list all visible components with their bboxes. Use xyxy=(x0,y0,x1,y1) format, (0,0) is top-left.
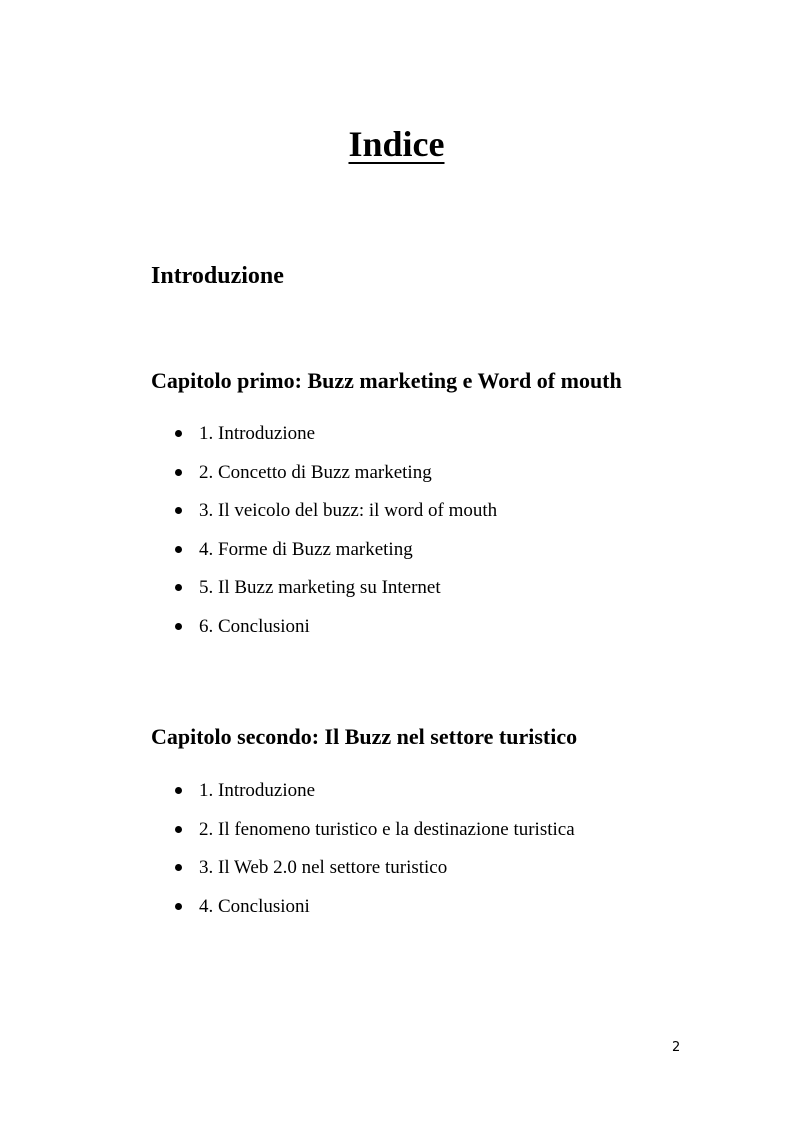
toc-item-label: 3. Il Web 2.0 nel settore turistico xyxy=(199,857,448,878)
toc-list-item xyxy=(175,575,497,614)
chapter-2-heading: Capitolo secondo: Il Buzz nel settore turistico xyxy=(151,724,578,749)
toc-list-item xyxy=(175,817,575,856)
toc-item-label: 1. Introduzione xyxy=(199,423,316,444)
toc-list-item xyxy=(175,614,497,653)
toc-list-item xyxy=(175,421,497,460)
bullet-icon xyxy=(175,623,182,630)
toc-item-label: 4. Conclusioni xyxy=(199,895,310,917)
bullet-icon xyxy=(175,864,182,871)
toc-item-label: 2. Concetto di Buzz marketing xyxy=(199,461,432,483)
bullet-icon xyxy=(175,430,182,437)
toc-item-label: 1. Introduzione xyxy=(199,780,316,801)
toc-list-item xyxy=(175,894,575,933)
bullet-icon xyxy=(175,826,182,833)
bullet-icon xyxy=(175,903,182,910)
toc-list-item xyxy=(175,778,575,817)
toc-item-label: 4. Forme di Buzz marketing xyxy=(199,538,413,560)
toc-item-label: 5. Il Buzz marketing su Internet xyxy=(199,577,441,598)
toc-item-label: 2. Il fenomeno turistico e la destinazione turistica xyxy=(199,818,575,840)
toc-list-item xyxy=(175,498,497,537)
toc-list-item xyxy=(175,537,497,576)
bullet-icon xyxy=(175,546,182,553)
chapter-2-section-list xyxy=(175,778,575,932)
chapter-1-heading: Capitolo primo: Buzz marketing e Word of mouth xyxy=(151,368,622,393)
toc-item-label: 3. Il veicolo del buzz: il word of mouth xyxy=(199,500,498,521)
introduction-heading: Introduzione xyxy=(151,263,284,289)
bullet-icon xyxy=(175,787,182,794)
page-number: 2 xyxy=(672,1040,681,1055)
toc-list-item xyxy=(175,460,497,499)
page-title: Indice xyxy=(348,124,445,164)
toc-item-label: 6. Conclusioni xyxy=(199,615,310,637)
bullet-icon xyxy=(175,507,182,514)
bullet-icon xyxy=(175,469,182,476)
chapter-1-section-list xyxy=(175,421,497,652)
bullet-icon xyxy=(175,584,182,591)
toc-list-item xyxy=(175,855,575,894)
